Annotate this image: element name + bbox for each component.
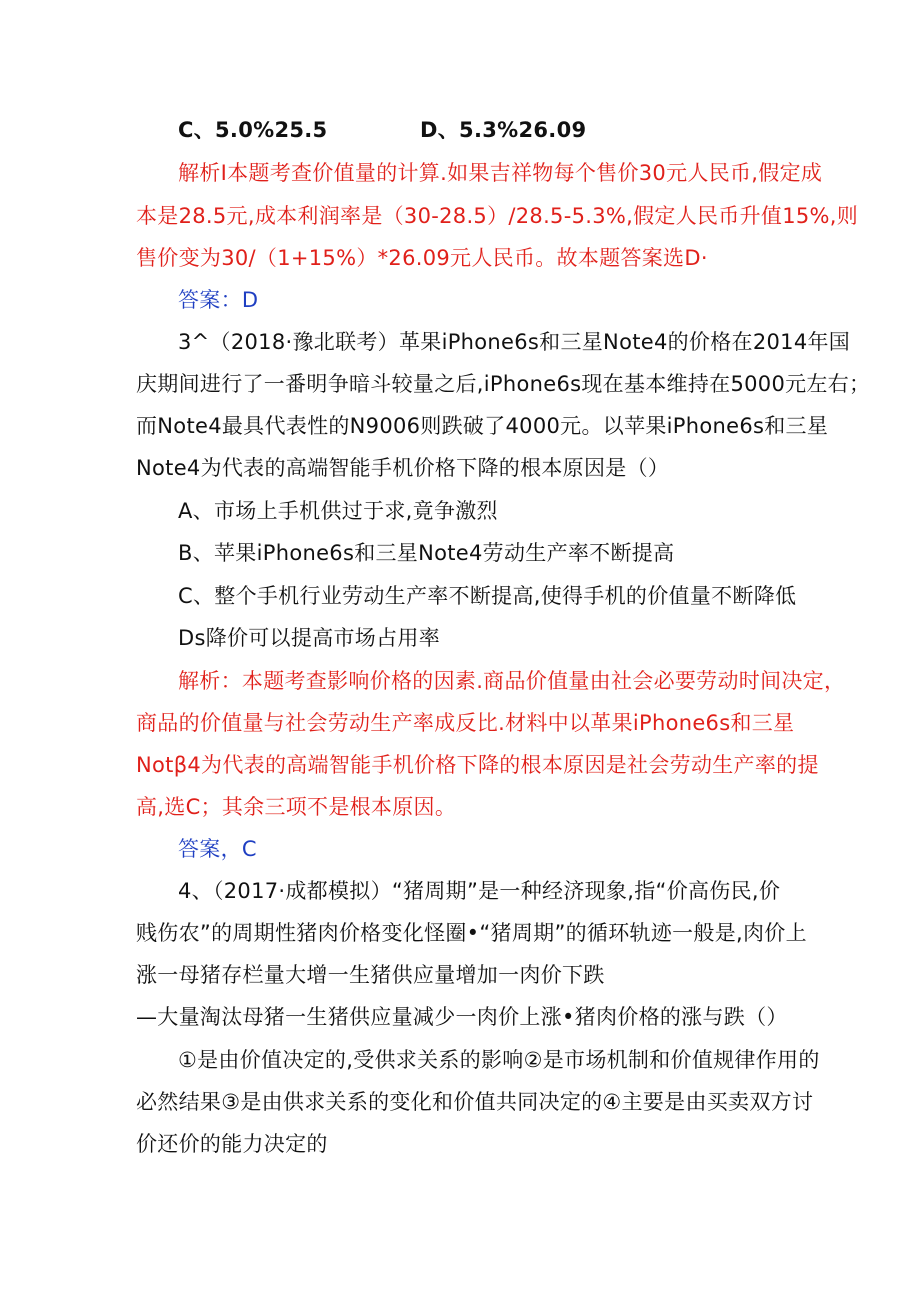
question-stem-line: 4、（2017·成都模拟）“猪周期”是一种经济现象,指“价高伤民,价	[178, 879, 781, 903]
option-d: D、5.3%26.09	[420, 118, 587, 142]
question-stem-line: 3^（2018·豫北联考）革果iPhone6s和三星Note4的价格在2014年国	[178, 330, 851, 354]
choice-line: 价还价的能力决定的	[136, 1132, 328, 1156]
question-stem-line: —大量淘汰母猪一生猪供应量减少一肉价上涨•猪肉价格的涨与跌（）	[136, 1005, 788, 1029]
analysis-line: 高,选C；其余三项不是根本原因。	[136, 795, 457, 819]
analysis-line: 解析：本题考查影响价格的因素.商品价值量由社会必要劳动时间决定，	[178, 669, 846, 693]
question-stem-line: Note4为代表的高端智能手机价格下降的根本原因是（）	[136, 456, 670, 480]
option-b: B、苹果iPhone6s和三星Note4劳动生产率不断提高	[178, 541, 675, 565]
analysis-line: 售价变为30/（1+15%）*26.09元人民币。故本题答案选D·	[136, 246, 708, 270]
answer-label: 答案，C	[178, 837, 257, 861]
choice-line: 必然结果③是由供求关系的变化和价值共同决定的④主要是由买卖双方讨	[136, 1090, 814, 1114]
analysis-line: 商品的价值量与社会劳动生产率成反比.材料中以革果iPhone6s和三星	[136, 711, 795, 735]
question-stem-line: 庆期间进行了一番明争暗斗较量之后,iPhone6s现在基本维持在5000元左右；	[136, 372, 871, 396]
analysis-line: Notβ4为代表的高端智能手机价格下降的根本原因是社会劳动生产率的提	[136, 753, 819, 777]
option-a: A、市场上手机供过于求,竟争激烈	[178, 499, 498, 523]
question-stem-line: 而Note4最具代表性的N9006则跌破了4000元。以苹果iPhone6s和三星	[136, 414, 829, 438]
option-d: Ds降价可以提高市场占用率	[178, 626, 441, 650]
question-stem-line: 贱伤农”的周期性猪肉价格变化怪圈•“猪周期”的循环轨迹一般是,肉价上	[136, 921, 807, 945]
question-stem-line: 涨一母猪存栏量大增一生猪供应量增加一肉价下跌	[136, 963, 605, 987]
analysis-line: 解析I本题考查价值量的计算.如果吉祥物每个售价30元人民币,假定成	[178, 161, 823, 185]
answer-label: 答案：D	[178, 288, 259, 312]
choice-line: ①是由价值决定的,受供求关系的影响②是市场机制和价值规律作用的	[178, 1048, 820, 1072]
option-c: C、整个手机行业劳动生产率不断提高,使得手机的价值量不断降低	[178, 584, 797, 608]
analysis-line: 本是28.5元,成本利润率是（30-28.5）/28.5-5.3%,假定人民币升值15%,则	[136, 204, 859, 228]
option-c: C、5.0%25.5	[178, 118, 328, 142]
